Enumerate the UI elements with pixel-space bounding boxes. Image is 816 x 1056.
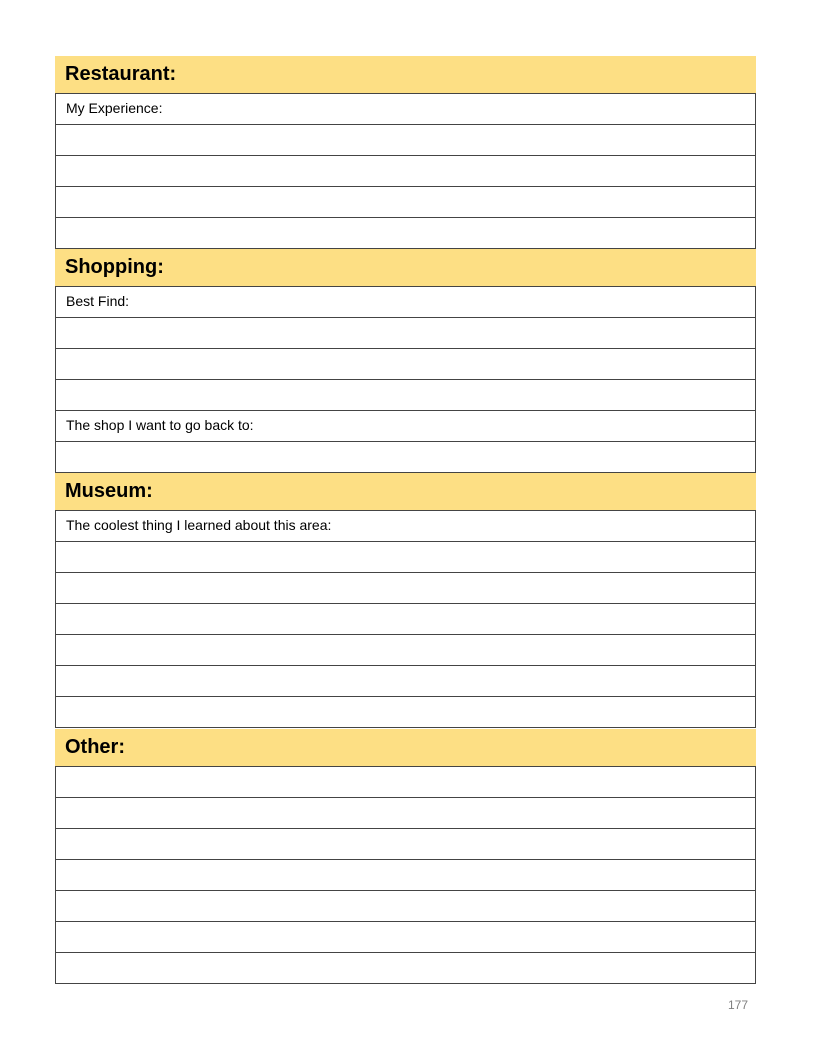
shopping-table [55,286,756,473]
other-row[interactable] [56,952,755,983]
restaurant-row[interactable] [56,186,755,217]
shopping-row[interactable]: Best Find: [56,286,755,317]
shopping-row[interactable] [56,379,755,410]
other-row[interactable] [56,828,755,859]
restaurant-row[interactable] [56,155,755,186]
shopping-row[interactable] [56,441,755,472]
museum-row[interactable]: The coolest thing I learned about this area: [56,510,755,541]
other-header: Other: [55,729,756,766]
museum-row[interactable] [56,541,755,572]
restaurant-row[interactable] [56,124,755,155]
museum-row[interactable] [56,603,755,634]
museum-table [55,510,756,728]
restaurant-row[interactable] [56,217,755,248]
shopping-row[interactable]: The shop I want to go back to: [56,410,755,441]
restaurant-table [55,93,756,249]
museum-row[interactable] [56,634,755,665]
restaurant-section [55,56,756,249]
museum-row[interactable] [56,696,755,727]
restaurant-row[interactable]: My Experience: [56,93,755,124]
other-row[interactable] [56,859,755,890]
shopping-header: Shopping: [55,249,756,286]
shopping-section [55,249,756,473]
other-row[interactable] [56,921,755,952]
museum-row[interactable] [56,665,755,696]
museum-row[interactable] [56,572,755,603]
restaurant-header: Restaurant: [55,56,756,93]
other-section [55,729,756,984]
museum-section [55,473,756,728]
other-table [55,766,756,984]
shopping-row[interactable] [56,317,755,348]
other-row[interactable] [56,890,755,921]
other-row[interactable] [56,766,755,797]
other-row[interactable] [56,797,755,828]
shopping-row[interactable] [56,348,755,379]
museum-header: Museum: [55,473,756,510]
page-number: 177 [727,998,749,1012]
